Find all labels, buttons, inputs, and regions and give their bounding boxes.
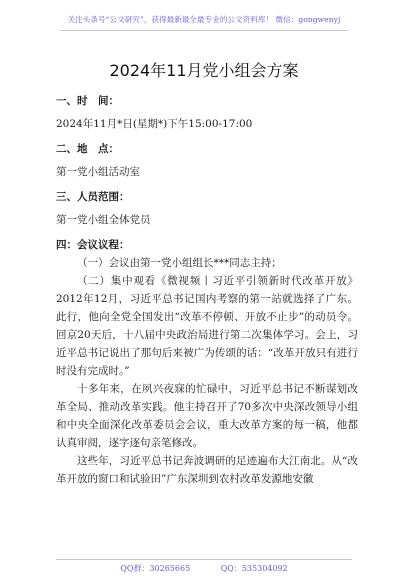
header-divider [60, 30, 348, 31]
section-value-location: 第一党小组活动室 [56, 166, 140, 178]
footer-qq-group: QQ群：30265665 [120, 564, 191, 573]
body-paragraph: （二）集中观看《微视频丨习近平引领新时代改革开放》2012年12月，习近平总书记国内考察的第一站就选择了广东。此行，他向全党全国发出“改革不停顿、开放不止步”的动员令。回京20天后，十八届中央政治局进行第二次集体学习。会上，习近平总书记说出了那句后来被广为传颂的话：“改革开放只有进行时没有完成时。” [56, 275, 358, 377]
section-heading-attendees: 三、人员范围： [56, 191, 130, 203]
document-title: 2024年11月党小组会方案 [109, 61, 299, 80]
document-body [56, 92, 358, 488]
section-heading-location: 二、地 点： [56, 143, 119, 155]
section-value-attendees: 第一党小组全体党员 [56, 214, 151, 226]
body-paragraph: 这些年，习近平总书记奔波调研的足迹遍布大江南北。从“改革开放的窗口和试验田”广东深圳到农村改革发源地安徽 [56, 455, 358, 485]
section-value-time: 2024年11月*日(星期*)下午15:00-17:00 [56, 118, 253, 130]
promo-banner: 关注头条号“公文研究”，获得最新最全最专业的公文资料库！ 微信：gongwenyj [67, 15, 341, 24]
footer [0, 563, 408, 574]
section-heading-time: 一、时 间： [56, 95, 119, 107]
footer-divider [56, 559, 352, 560]
section-heading-agenda: 四：会议议程： [56, 239, 130, 251]
footer-qq: QQ：535304092 [220, 564, 288, 573]
body-paragraph: 十多年来，在夙兴夜寐的忙碌中，习近平总书记不断谋划改革全局、推动改革实践。他主持召开了70多次中央深改领导小组和中央全面深化改革委员会会议，重大改革方案的每一稿，他都认真审阅，逐字逐句亲笔修改。 [56, 383, 358, 449]
agenda-item-1: （一）会议由第一党小组组长***同志主持； [77, 257, 282, 269]
